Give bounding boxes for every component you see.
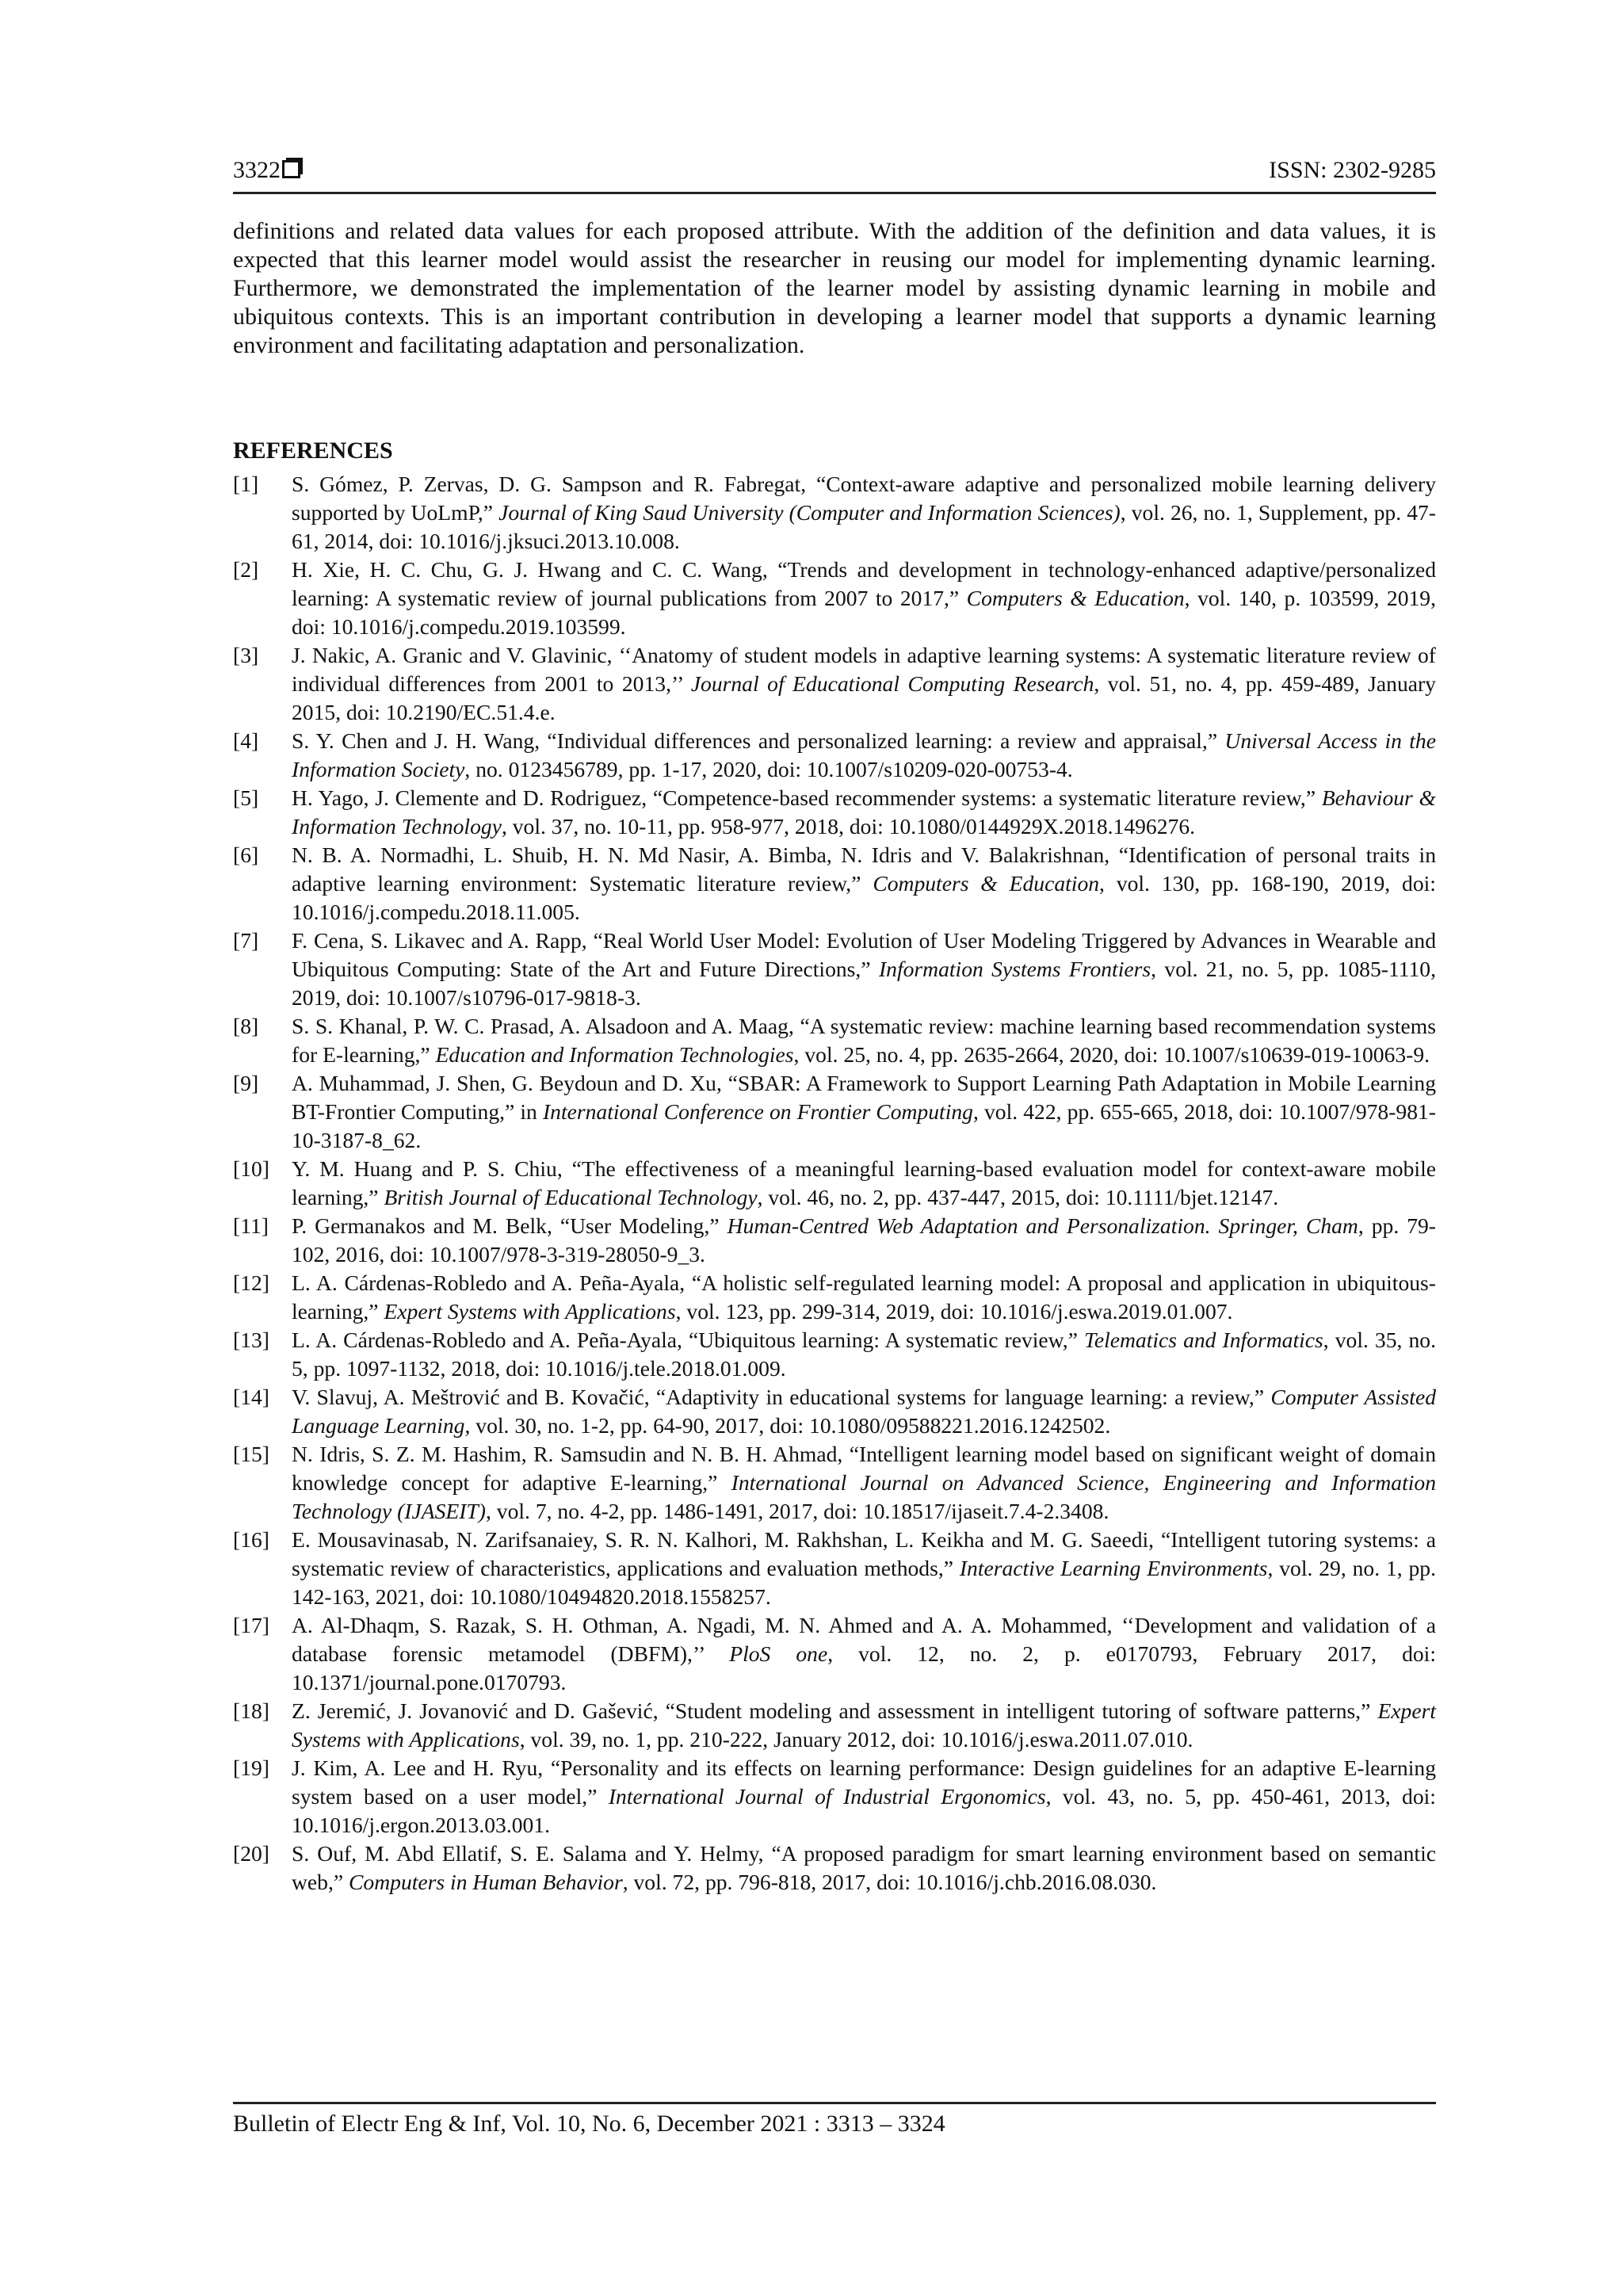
reference-venue: Expert Systems with Applications — [384, 1299, 676, 1324]
reference-venue: International Conference on Frontier Computing — [542, 1099, 973, 1124]
reference-authors-title: S. S. Khanal, P. W. C. Prasad, A. Alsadoon and A. Maag, “A systematic review: machine learning based recommendation systems for E-learning,” — [292, 1014, 1436, 1067]
reference-number: [14] — [233, 1385, 269, 1409]
reference-text — [292, 470, 1436, 556]
reference-item — [233, 641, 1436, 727]
reference-number: [17] — [233, 1613, 269, 1637]
reference-authors-title: S. Gómez, P. Zervas, D. G. Sampson and R. Fabregat, “Context-aware adaptive and personalized mobile learning delivery supported by UoLmP,” — [292, 472, 1436, 525]
reference-venue: International Journal of Industrial Ergonomics — [608, 1784, 1046, 1809]
reference-text — [292, 1526, 1436, 1611]
page-number-text: 3322 — [233, 157, 281, 183]
reference-number: [5] — [233, 785, 259, 810]
reference-authors-title: A. Al-Dhaqm, S. Razak, S. H. Othman, A. Ngadi, M. N. Ahmed and A. A. Mohammed, ‘‘Development and validation of a database forensic metamodel (DBFM),’’ — [292, 1613, 1436, 1666]
reference-item — [233, 1697, 1436, 1754]
reference-details: , vol. 30, no. 1-2, pp. 64-90, 2017, doi: 10.1080/09588221.2016.1242502. — [464, 1413, 1111, 1438]
reference-details: , no. 0123456789, pp. 1-17, 2020, doi: 10.1007/s10209-020-00753-4. — [464, 757, 1073, 781]
reference-details: , vol. 51, no. 4, pp. 459-489, January 2015, doi: 10.2190/EC.51.4.e. — [292, 671, 1436, 724]
reference-venue: Expert Systems with Applications — [292, 1698, 1436, 1752]
reference-number: [1] — [233, 472, 259, 496]
reference-venue: Information Systems Frontiers — [878, 957, 1151, 981]
reference-authors-title: L. A. Cárdenas-Robledo and A. Peña-Ayala, “A holistic self-regulated learning model: A proposal and application in ubiquitous-learning,” — [292, 1270, 1436, 1324]
reference-number: [2] — [233, 557, 259, 582]
reference-authors-title: H. Yago, J. Clemente and D. Rodriguez, “Competence-based recommender systems: a systematic literature review,” — [292, 785, 1322, 810]
reference-item — [233, 1012, 1436, 1069]
reference-number: [6] — [233, 842, 259, 867]
reference-authors-title: P. Germanakos and M. Belk, “User Modeling,” — [292, 1213, 727, 1238]
reference-venue: Telematics and Informatics — [1084, 1328, 1323, 1352]
reference-authors-title: Z. Jeremić, J. Jovanović and D. Gašević, “Student modeling and assessment in intelligent tutoring of software patterns,” — [292, 1698, 1378, 1723]
reference-item — [233, 926, 1436, 1012]
reference-venue: Computers & Education — [873, 871, 1100, 896]
reference-authors-title: S. Y. Chen and J. H. Wang, “Individual differences and personalized learning: a review and appraisal,” — [292, 728, 1225, 753]
reference-number: [18] — [233, 1698, 269, 1723]
reference-item — [233, 1326, 1436, 1383]
reference-number: [11] — [233, 1213, 269, 1238]
reference-venue: Computers & Education — [966, 586, 1185, 610]
reference-number: [19] — [233, 1755, 269, 1780]
reference-authors-title: E. Mousavinasab, N. Zarifsanaiey, S. R. N. Kalhori, M. Rakhshan, L. Keikha and M. G. Saeedi, “Intelligent tutoring systems: a systematic review of characteristics, applications and evaluation methods,” — [292, 1527, 1436, 1580]
reference-details: , vol. 422, pp. 655-665, 2018, doi: 10.1007/978-981-10-3187-8_62. — [292, 1099, 1436, 1152]
reference-details: , vol. 37, no. 10-11, pp. 958-977, 2018, doi: 10.1080/0144929X.2018.1496276. — [501, 814, 1196, 839]
reference-details: , vol. 26, no. 1, Supplement, pp. 47-61, 2014, doi: 10.1016/j.jksuci.2013.10.008. — [292, 500, 1436, 553]
reference-details: , vol. 140, p. 103599, 2019, doi: 10.1016/j.compedu.2019.103599. — [292, 586, 1436, 639]
reference-item — [233, 1155, 1436, 1212]
reference-text — [292, 1697, 1436, 1754]
reference-details: , vol. 39, no. 1, pp. 210-222, January 2012, doi: 10.1016/j.eswa.2011.07.010. — [519, 1727, 1193, 1752]
reference-text — [292, 926, 1436, 1012]
reference-number: [8] — [233, 1014, 259, 1038]
reference-details: , vol. 25, no. 4, pp. 2635-2664, 2020, doi: 10.1007/s10639-019-10063-9. — [793, 1042, 1430, 1067]
reference-item — [233, 1069, 1436, 1155]
reference-text — [292, 1155, 1436, 1212]
box-icon — [282, 160, 300, 178]
references-heading: REFERENCES — [233, 437, 393, 464]
reference-number: [13] — [233, 1328, 269, 1352]
reference-number: [16] — [233, 1527, 269, 1552]
reference-number: [9] — [233, 1071, 259, 1095]
reference-venue: British Journal of Educational Technology — [384, 1185, 758, 1209]
reference-venue: Human-Centred Web Adaptation and Personalization. Springer, Cham — [727, 1213, 1358, 1238]
reference-number: [3] — [233, 643, 259, 667]
reference-details: , vol. 21, no. 5, pp. 1085-1110, 2019, doi: 10.1007/s10796-017-9818-3. — [292, 957, 1436, 1010]
reference-venue: Computer Assisted Language Learning — [292, 1385, 1436, 1438]
reference-authors-title: N. Idris, S. Z. M. Hashim, R. Samsudin and N. B. H. Ahmad, “Intelligent learning model based on significant weight of domain knowledge concept for adaptive E-learning,” — [292, 1442, 1436, 1495]
reference-authors-title: S. Ouf, M. Abd Ellatif, S. E. Salama and Y. Helmy, “A proposed paradigm for smart learning environment based on semantic web,” — [292, 1841, 1436, 1894]
reference-venue: PloS one — [729, 1641, 828, 1666]
reference-item — [233, 1440, 1436, 1526]
reference-text — [292, 1383, 1436, 1440]
reference-text — [292, 1269, 1436, 1326]
reference-item — [233, 1754, 1436, 1839]
reference-text — [292, 1069, 1436, 1155]
reference-venue: International Journal on Advanced Science, Engineering and Information Technology (IJASEIT) — [292, 1470, 1436, 1523]
reference-text — [292, 1440, 1436, 1526]
reference-item — [233, 470, 1436, 556]
reference-authors-title: Y. M. Huang and P. S. Chiu, “The effectiveness of a meaningful learning-based evaluation model for context-aware mobile learning,” — [292, 1156, 1436, 1209]
issn: ISSN: 2302-9285 — [1269, 157, 1436, 183]
reference-text — [292, 1611, 1436, 1697]
reference-authors-title: H. Xie, H. C. Chu, G. J. Hwang and C. C. Wang, “Trends and development in technology-enhanced adaptive/personalized learning: A systematic review of journal publications from 2007 to 2017,” — [292, 557, 1436, 610]
page-number — [233, 157, 300, 184]
reference-item — [233, 1611, 1436, 1697]
reference-number: [15] — [233, 1442, 269, 1466]
reference-details: , vol. 12, no. 2, p. e0170793, February 2017, doi: 10.1371/journal.pone.0170793. — [292, 1641, 1436, 1694]
reference-text — [292, 784, 1436, 841]
reference-venue: Universal Access in the Information Society — [292, 728, 1436, 781]
reference-item — [233, 1383, 1436, 1440]
reference-item — [233, 1269, 1436, 1326]
reference-authors-title: V. Slavuj, A. Meštrović and B. Kovačić, “Adaptivity in educational systems for language learning: a review,” — [292, 1385, 1271, 1409]
reference-list — [233, 470, 1436, 1897]
reference-authors-title: L. A. Cárdenas-Robledo and A. Peña-Ayala, “Ubiquitous learning: A systematic review,” — [292, 1328, 1085, 1352]
reference-venue: Interactive Learning Environments — [959, 1556, 1268, 1580]
reference-text — [292, 1212, 1436, 1269]
reference-text — [292, 1326, 1436, 1383]
reference-number: [7] — [233, 928, 259, 953]
reference-item — [233, 1212, 1436, 1269]
reference-number: [12] — [233, 1270, 269, 1295]
reference-venue: Behaviour & Information Technology — [292, 785, 1436, 839]
reference-authors-title: A. Muhammad, J. Shen, G. Beydoun and D. Xu, “SBAR: A Framework to Support Learning Path Adaptation in Mobile Learning BT-Frontier Computing,” in — [292, 1071, 1436, 1124]
reference-details: , vol. 43, no. 5, pp. 450-461, 2013, doi: 10.1016/j.ergon.2013.03.001. — [292, 1784, 1436, 1837]
reference-authors-title: J. Nakic, A. Granic and V. Glavinic, ‘‘Anatomy of student models in adaptive learning systems: A systematic literature review of individual differences from 2001 to 2013,’’ — [292, 643, 1436, 696]
journal-citation: Bulletin of Electr Eng & Inf, Vol. 10, No. 6, December 2021 : 3313 – 3324 — [233, 2111, 945, 2137]
reference-text — [292, 1012, 1436, 1069]
reference-venue: Computers in Human Behavior — [349, 1870, 623, 1894]
reference-text — [292, 1754, 1436, 1839]
reference-details: , vol. 46, no. 2, pp. 437-447, 2015, doi: 10.1111/bjet.12147. — [757, 1185, 1279, 1209]
reference-details: , vol. 72, pp. 796-818, 2017, doi: 10.1016/j.chb.2016.08.030. — [622, 1870, 1157, 1894]
reference-details: , vol. 123, pp. 299-314, 2019, doi: 10.1016/j.eswa.2019.01.007. — [675, 1299, 1233, 1324]
reference-text — [292, 556, 1436, 641]
body-paragraph: definitions and related data values for each proposed attribute. With the addition of the definition and data values, it is expected that this learner model would assist the researcher in reusing our model for implementing dynamic learning. Furthermore, we demonstrated the implementation of the learner model by assisting dynamic learning in mobile and ubiquitous contexts. This is an important contribution in developing a learner model that supports a dynamic learning environment and facilitating adaptation and personalization. — [233, 218, 1436, 358]
reference-number: [10] — [233, 1156, 269, 1181]
reference-text — [292, 641, 1436, 727]
reference-details: , vol. 130, pp. 168-190, 2019, doi: 10.1016/j.compedu.2018.11.005. — [292, 871, 1436, 924]
page-footer — [233, 2102, 1436, 2137]
reference-details: , pp. 79-102, 2016, doi: 10.1007/978-3-319-28050-9_3. — [292, 1213, 1436, 1266]
reference-venue: Journal of King Saud University (Computer and Information Sciences) — [498, 500, 1121, 525]
reference-venue: Journal of Educational Computing Research — [690, 671, 1094, 696]
reference-text — [292, 841, 1436, 926]
reference-details: , vol. 35, no. 5, pp. 1097-1132, 2018, doi: 10.1016/j.tele.2018.01.009. — [292, 1328, 1436, 1381]
reference-number: [4] — [233, 728, 259, 753]
reference-venue: Education and Information Technologies — [435, 1042, 794, 1067]
reference-authors-title: F. Cena, S. Likavec and A. Rapp, “Real World User Model: Evolution of User Modeling Triggered by Advances in Wearable and Ubiquitous Computing: State of the Art and Future Directions,” — [292, 928, 1436, 981]
page-header — [233, 155, 1436, 194]
reference-item — [233, 727, 1436, 784]
reference-item — [233, 1526, 1436, 1611]
reference-item — [233, 556, 1436, 641]
reference-text — [292, 727, 1436, 784]
reference-authors-title: N. B. A. Normadhi, L. Shuib, H. N. Md Nasir, A. Bimba, N. Idris and V. Balakrishnan, “Identification of personal traits in adaptive learning environment: Systematic literature review,” — [292, 842, 1436, 896]
reference-details: , vol. 7, no. 4-2, pp. 1486-1491, 2017, doi: 10.18517/ijaseit.7.4-2.3408. — [485, 1499, 1109, 1523]
reference-item — [233, 1839, 1436, 1897]
reference-authors-title: J. Kim, A. Lee and H. Ryu, “Personality and its effects on learning performance: Design guidelines for an adaptive E-learning system based on a user model,” — [292, 1755, 1436, 1809]
reference-details: , vol. 29, no. 1, pp. 142-163, 2021, doi: 10.1080/10494820.2018.1558257. — [292, 1556, 1436, 1609]
reference-number: [20] — [233, 1841, 269, 1866]
reference-text — [292, 1839, 1436, 1897]
reference-item — [233, 784, 1436, 841]
reference-item — [233, 841, 1436, 926]
